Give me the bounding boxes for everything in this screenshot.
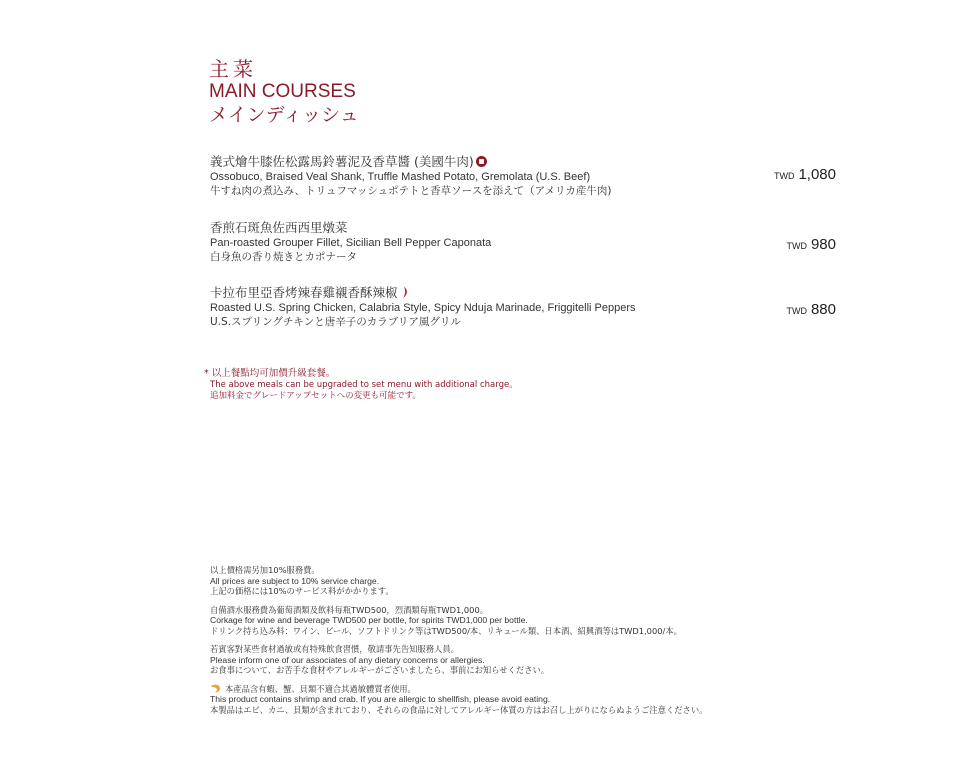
dish-name-zh: 香煎石斑魚佐西西里燉菜 xyxy=(210,220,348,235)
note-en: This product contains shrimp and crab. If you are allergic to shellfish, please avoid eating. xyxy=(210,694,551,704)
dish-name-en: Ossobuco, Braised Veal Shank, Truffle Mashed Potato, Gremolata (U.S. Beef) xyxy=(210,171,591,183)
price-currency: TWD xyxy=(786,241,807,251)
dish-item xyxy=(210,153,836,198)
dish-name-ja: U.S.スプリングチキンと唐辛子のカラブリア風グリル xyxy=(210,316,461,328)
dish-item xyxy=(210,219,836,264)
dish-name-ja: 白身魚の香り焼きとカポナータ xyxy=(210,251,357,263)
heading-en: MAIN COURSES xyxy=(209,81,356,102)
dish-name-ja: 牛すね肉の煮込み、トリュフマッシュポテトと香草ソースを添えて（アメリカ産牛肉) xyxy=(210,185,612,197)
dish-price xyxy=(774,166,836,184)
beef-icon xyxy=(476,156,487,167)
upgrade-note-en: The above meals can be upgraded to set menu with additional charge。 xyxy=(210,380,518,390)
price-currency: TWD xyxy=(773,171,795,181)
shellfish-note xyxy=(210,684,850,716)
note-zh: 若賓客對某些食材過敏或有特殊飲食習慣，敬請事先告知服務人員。 xyxy=(210,644,459,654)
dish-price xyxy=(786,236,836,254)
dish-name-zh xyxy=(210,153,836,170)
note-en: Corkage for wine and beverage TWD500 per bottle, for spirits TWD1,000 per bottle. xyxy=(210,615,528,625)
price-amount: 980 xyxy=(810,236,836,253)
price-amount: 1,080 xyxy=(798,166,836,183)
upgrade-note xyxy=(204,368,518,402)
chili-icon xyxy=(402,286,409,299)
note-en: Please inform one of our associates of any dietary concerns or allergies. xyxy=(210,654,485,665)
note-ja: ドリンク持ち込み料：ワイン、ビール、ソフトドリンク等はTWD500/本、リキュール類、日本酒、紹興酒等はTWD1,000/本。 xyxy=(210,625,682,636)
upgrade-note-ja: 追加料金でグレードアップセットへの変更も可能です。 xyxy=(210,391,421,401)
upgrade-note-zh: * 以上餐點均可加價升級套餐。 xyxy=(204,368,336,379)
note-ja: お食事について、お苦手な食材やアレルギーがございましたら、事前にお知らせください。 xyxy=(210,665,550,675)
shrimp-icon xyxy=(210,684,221,693)
note-en: All prices are subject to 10% service charge. xyxy=(210,575,380,586)
price-currency: TWD xyxy=(786,306,807,316)
note-zh-text: 本產品含有蝦、蟹、貝類不適合其過敏體質者使用。 xyxy=(225,683,416,694)
dish-price xyxy=(786,301,836,319)
dish-name-en: Pan-roasted Grouper Fillet, Sicilian Bell Pepper Caponata xyxy=(210,237,492,249)
service-charge-note xyxy=(210,565,850,597)
dish-name-zh xyxy=(210,284,836,301)
footnotes xyxy=(210,565,850,723)
note-ja: 上記の価格には10%のサービス料がかかります。 xyxy=(210,586,394,596)
corkage-note xyxy=(210,605,850,637)
dish-name-en: Roasted U.S. Spring Chicken, Calabria Style, Spicy Nduja Marinade, Friggitelli Peppers xyxy=(210,302,636,314)
note-zh: 自備酒水服務費為葡萄酒類及飲料每瓶TWD500，烈酒類每瓶TWD1,000。 xyxy=(210,604,489,615)
dish-item xyxy=(210,284,836,329)
note-zh: 以上價格需另加10%服務費。 xyxy=(210,565,320,575)
note-ja: 本製品はエビ、カニ、貝類が含まれており、それらの食品に対してアレルギー体質の方はお召し上がりにならぬようご注意ください。 xyxy=(210,704,708,715)
allergy-note xyxy=(210,644,850,676)
price-amount: 880 xyxy=(810,301,836,318)
note-zh xyxy=(210,684,850,695)
dish-name-zh-text: 卡拉布里亞香烤辣春雞襯香酥辣椒 xyxy=(210,285,398,300)
dish-name-zh-text: 義式燴牛膝佐松露馬鈴薯泥及香草醬 (美國牛肉) xyxy=(210,154,474,169)
heading-zh: 主菜 xyxy=(209,57,257,81)
heading-ja: メインディッシュ xyxy=(209,104,359,126)
section-heading xyxy=(209,57,359,127)
